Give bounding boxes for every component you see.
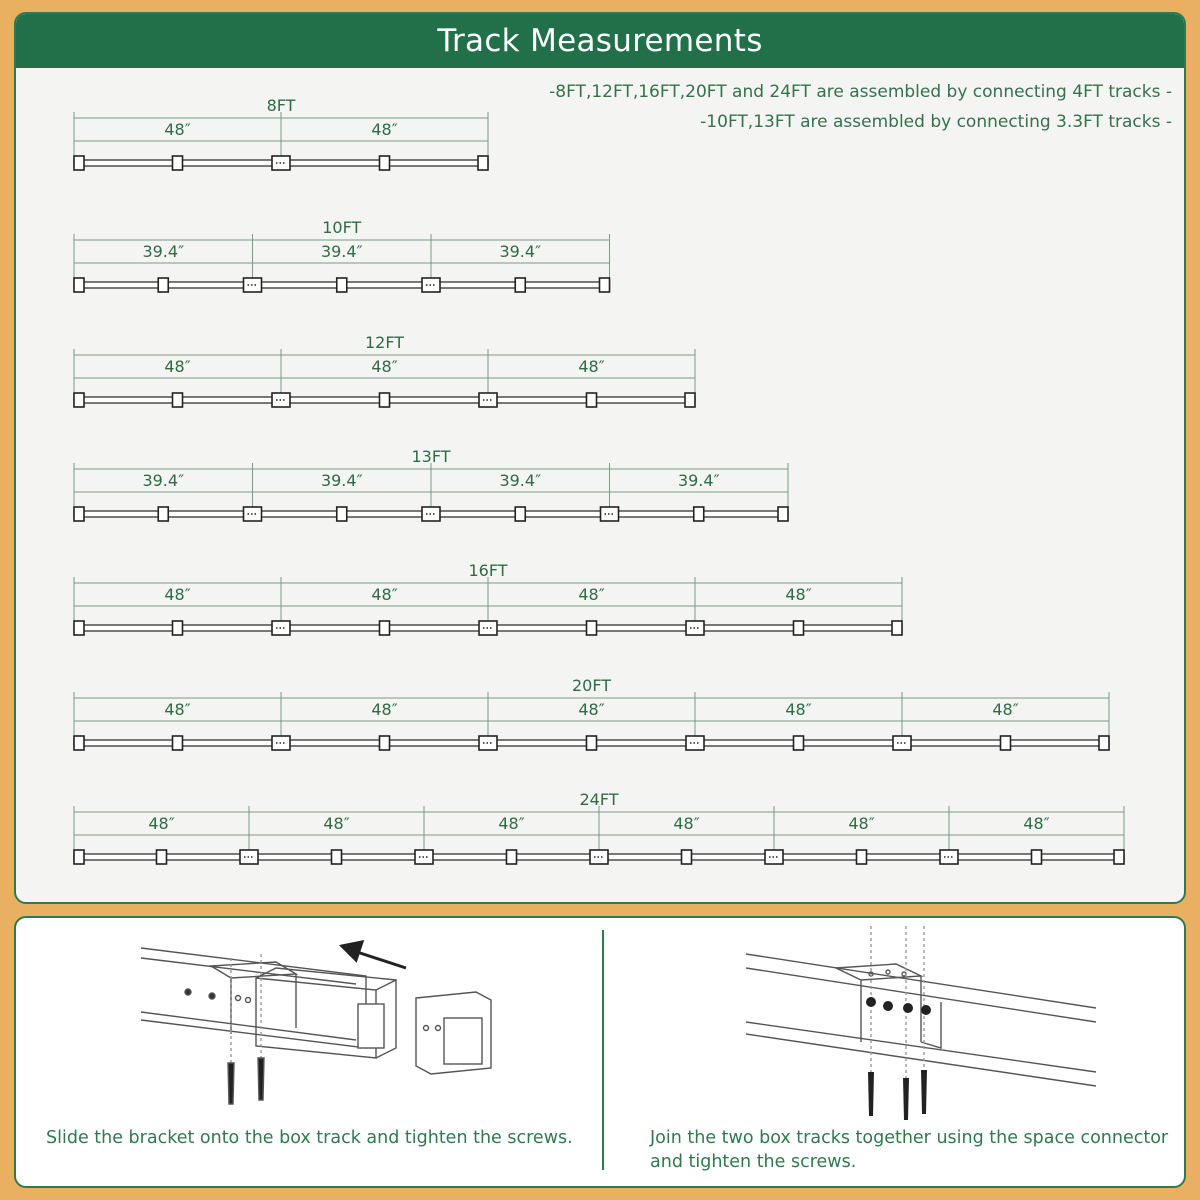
mid-bracket [515, 278, 525, 292]
mid-bracket [332, 850, 342, 864]
mid-bracket [380, 621, 390, 635]
mid-bracket [1032, 850, 1042, 864]
segment-length-label: 48″ [371, 120, 398, 139]
assembly-note-4ft: -8FT,12FT,16FT,20FT and 24FT are assembled by connecting 4FT tracks - [549, 82, 1172, 102]
end-bracket [685, 393, 695, 407]
segment-length-label: 48″ [371, 357, 398, 376]
panel-divider [602, 930, 604, 1170]
segment-length-label: 48″ [498, 814, 525, 833]
mid-bracket [337, 278, 347, 292]
track-length-label: 20FT [571, 676, 612, 695]
mid-bracket [158, 507, 168, 521]
mid-bracket [173, 156, 183, 170]
segment-length-label: 48″ [371, 700, 398, 719]
mid-bracket [794, 621, 804, 635]
end-bracket [74, 736, 84, 750]
slide-arrow-icon [342, 942, 406, 968]
mid-bracket [587, 736, 597, 750]
segment-length-label: 39.4″ [499, 471, 542, 490]
end-bracket [1099, 736, 1109, 750]
segment-length-label: 48″ [785, 700, 812, 719]
segment-length-label: 48″ [164, 700, 191, 719]
mid-bracket [158, 278, 168, 292]
segment-length-label: 39.4″ [142, 242, 185, 261]
mid-bracket [173, 736, 183, 750]
track-length-label: 10FT [322, 218, 362, 237]
panel-title: Track Measurements [16, 14, 1184, 68]
mid-bracket [337, 507, 347, 521]
bracket-instruction-caption: Slide the bracket onto the box track and tighten the screws. [46, 1128, 573, 1148]
mid-bracket [157, 850, 167, 864]
segment-length-label: 48″ [673, 814, 700, 833]
end-bracket [74, 621, 84, 635]
segment-length-label: 48″ [848, 814, 875, 833]
mid-bracket [682, 850, 692, 864]
end-bracket [74, 393, 84, 407]
mid-bracket [794, 736, 804, 750]
mid-bracket [507, 850, 517, 864]
mid-bracket [173, 393, 183, 407]
instructions-panel [14, 916, 1186, 1188]
mid-bracket [380, 393, 390, 407]
end-bracket [892, 621, 902, 635]
track-length-label: 13FT [411, 447, 451, 466]
track-length-label: 16FT [468, 561, 508, 580]
mid-bracket [587, 393, 597, 407]
mid-bracket [380, 156, 390, 170]
assembly-note-3-3ft: -10FT,13FT are assembled by connecting 3.3FT tracks - [700, 112, 1172, 132]
mid-bracket [515, 507, 525, 521]
end-bracket [1114, 850, 1124, 864]
end-bracket [600, 278, 610, 292]
track-length-label: 8FT [266, 96, 296, 115]
mid-bracket [1001, 736, 1011, 750]
end-bracket [778, 507, 788, 521]
bracket-slide-illustration [126, 928, 526, 1118]
end-bracket [74, 156, 84, 170]
mid-bracket [857, 850, 867, 864]
segment-length-label: 48″ [164, 585, 191, 604]
segment-length-label: 48″ [371, 585, 398, 604]
segment-length-label: 39.4″ [499, 242, 542, 261]
segment-length-label: 48″ [578, 585, 605, 604]
mid-bracket [694, 507, 704, 521]
track-length-label: 12FT [364, 333, 405, 352]
segment-length-label: 39.4″ [142, 471, 185, 490]
mid-bracket [380, 736, 390, 750]
end-bracket [74, 278, 84, 292]
connector-instruction-caption: Join the two box tracks together using the space connector and tighten the screws. [650, 1128, 1169, 1172]
mid-bracket [173, 621, 183, 635]
segment-length-label: 39.4″ [320, 242, 363, 261]
segment-length-label: 48″ [578, 700, 605, 719]
segment-length-label: 48″ [785, 585, 812, 604]
segment-length-label: 39.4″ [320, 471, 363, 490]
segment-length-label: 48″ [148, 814, 175, 833]
segment-length-label: 39.4″ [677, 471, 720, 490]
segment-length-label: 48″ [1023, 814, 1050, 833]
mid-bracket [587, 621, 597, 635]
segment-length-label: 48″ [578, 357, 605, 376]
end-bracket [478, 156, 488, 170]
track-length-label: 24FT [579, 790, 619, 809]
end-bracket [74, 507, 84, 521]
segment-length-label: 48″ [992, 700, 1019, 719]
end-bracket [74, 850, 84, 864]
segment-length-label: 48″ [323, 814, 350, 833]
segment-length-label: 48″ [164, 357, 191, 376]
connector-join-illustration [736, 922, 1106, 1122]
segment-length-label: 48″ [164, 120, 191, 139]
